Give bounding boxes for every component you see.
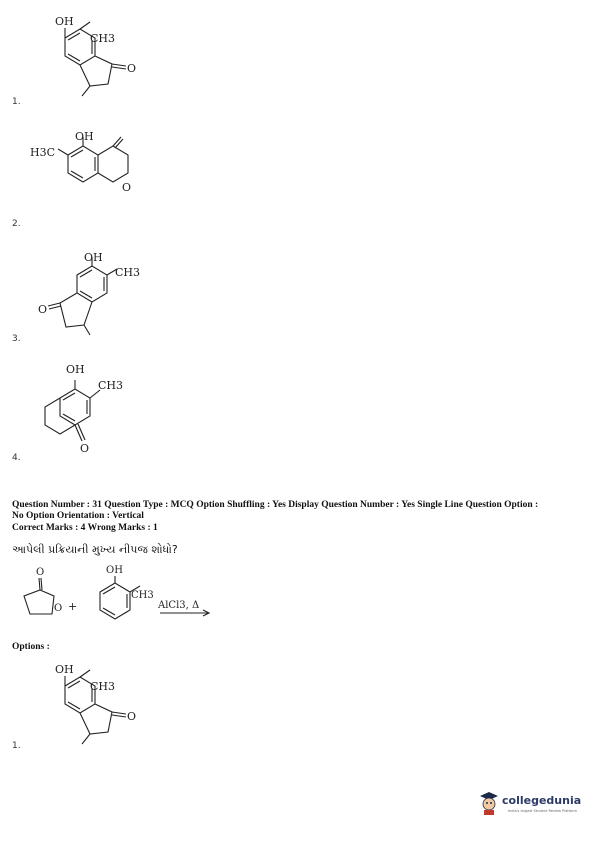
- logo-tagline: India's largest Student Review Platform: [508, 809, 577, 813]
- option-number: 1.: [12, 741, 21, 751]
- reaction-scheme: [10, 560, 230, 640]
- o-label: O: [127, 710, 137, 723]
- option-number: 2.: [12, 219, 21, 229]
- oh-label: OH: [84, 251, 103, 264]
- logo-name: collegedunia: [502, 794, 582, 807]
- ring-o-label: O: [54, 603, 63, 614]
- plus-sign: +: [68, 600, 78, 613]
- carbonyl-o-label: O: [36, 567, 45, 578]
- structure-option-1: [20, 8, 150, 108]
- o-label: O: [127, 62, 137, 75]
- mascot-icon: [478, 790, 500, 816]
- structure-option-2: [20, 125, 150, 225]
- option-number: 4.: [12, 453, 21, 463]
- oh-label: OH: [75, 130, 94, 143]
- oh-label: OH: [106, 565, 123, 576]
- ch3-label: CH3: [90, 32, 116, 45]
- collegedunia-logo: [478, 790, 583, 822]
- o-label: O: [122, 181, 132, 194]
- question-meta-line2: No Option Orientation : Vertical: [12, 511, 144, 521]
- structure-option-1-bottom: [20, 656, 150, 756]
- h3c-label: H3C: [30, 146, 56, 159]
- option-number: 3.: [12, 334, 21, 344]
- o-label: O: [80, 442, 90, 455]
- oh-label: OH: [55, 15, 74, 28]
- o-label: O: [38, 303, 48, 316]
- ch3-label: CH3: [98, 379, 124, 392]
- structure-option-4: [20, 360, 150, 460]
- question-meta: [12, 500, 587, 534]
- oh-label: OH: [55, 663, 74, 676]
- options-label: Options :: [12, 642, 50, 652]
- ch3-label: CH3: [131, 590, 154, 601]
- option-number: 1.: [12, 97, 21, 107]
- reagent-label: AlCl3, Δ: [158, 600, 200, 611]
- question-meta-line1: Question Number : 31 Question Type : MCQ Option Shuffling : Yes Display Question Number : Yes Single Line Question Option :: [12, 500, 539, 510]
- ch3-label: CH3: [115, 266, 141, 279]
- structure-option-3: [20, 245, 150, 345]
- question-text: આપેલી પ્રક્રિયાની મુખ્ય નીપજ શોધો?: [12, 543, 178, 556]
- ch3-label: CH3: [90, 680, 116, 693]
- oh-label: OH: [66, 363, 85, 376]
- question-marks: Correct Marks : 4 Wrong Marks : 1: [12, 523, 158, 533]
